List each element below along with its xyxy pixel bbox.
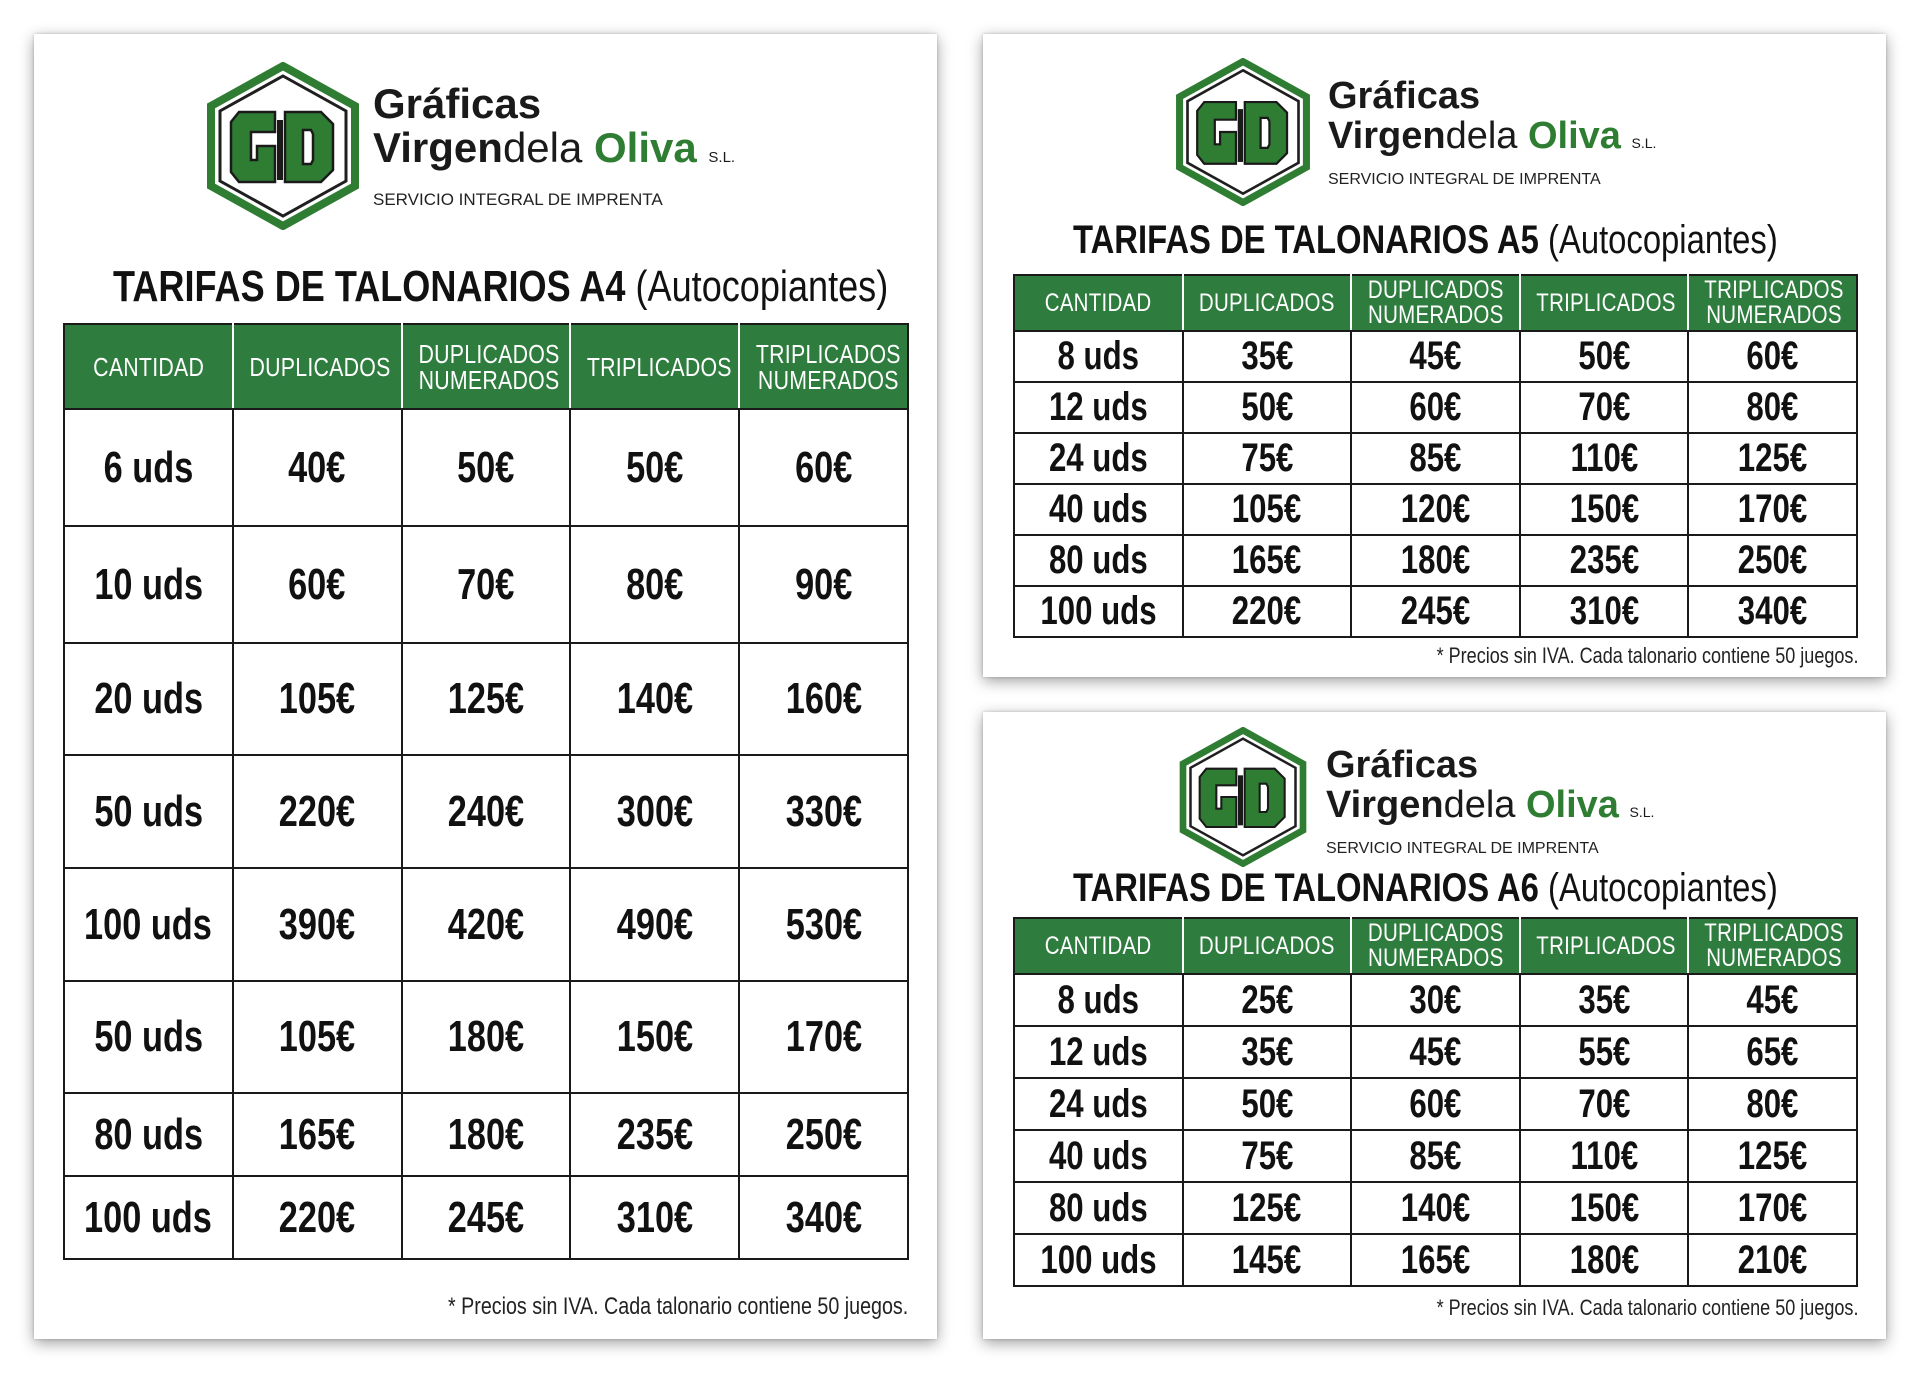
col-header-duplicados: DUPLICADOS: [1183, 275, 1352, 331]
col-header-triplicados: TRIPLICADOS: [1520, 275, 1689, 331]
hexagon-logo-icon: [1168, 58, 1318, 206]
cell-cantidad: 80 uds: [1014, 535, 1183, 586]
brand-word-dela: dela: [1445, 115, 1518, 157]
cell-triplicados-numerados: 170€: [1688, 1182, 1857, 1234]
cell-duplicados: 105€: [233, 643, 402, 755]
table-header-row: [1014, 275, 1857, 331]
cell-triplicados: 80€: [570, 526, 739, 643]
hexagon-logo-icon: [203, 62, 363, 230]
table-row: [1014, 535, 1857, 586]
footnote-a6: * Precios sin IVA. Cada talonario contiene 50 juegos.: [1436, 1295, 1858, 1320]
cell-cantidad: 50 uds: [64, 981, 233, 1093]
title-sub: (Autocopiantes): [1548, 218, 1778, 262]
table-row: [1014, 1130, 1857, 1182]
cell-triplicados-numerados: 340€: [1688, 586, 1857, 637]
cell-cantidad: 40 uds: [1014, 484, 1183, 535]
cell-triplicados-numerados: 65€: [1688, 1026, 1857, 1078]
brand-word-oliva: Oliva: [1525, 784, 1619, 826]
cell-triplicados-numerados: 80€: [1688, 382, 1857, 433]
col-header-triplicados-numerados: TRIPLICADOS NUMERADOS: [1688, 275, 1857, 331]
cell-duplicados: 220€: [1183, 586, 1352, 637]
cell-triplicados-numerados: 250€: [1688, 535, 1857, 586]
col-header-duplicados-numerados: DUPLICADOS NUMERADOS: [402, 324, 571, 409]
cell-duplicados: 50€: [1183, 1078, 1352, 1130]
table-row: [1014, 331, 1857, 382]
cell-triplicados: 150€: [570, 981, 739, 1093]
col-header-cantidad: CANTIDAD: [1014, 275, 1183, 331]
cell-cantidad: 12 uds: [1014, 1026, 1183, 1078]
brand-suffix-sl: S.L.: [1629, 804, 1655, 820]
cell-cantidad: 80 uds: [1014, 1182, 1183, 1234]
brand-word-virgen: Virgen: [1328, 115, 1446, 157]
price-table-a4: [63, 323, 909, 1260]
cell-triplicados-numerados: 160€: [739, 643, 908, 755]
cell-triplicados-numerados: 530€: [739, 868, 908, 981]
cell-duplicados-numerados: 85€: [1351, 1130, 1520, 1182]
cell-duplicados-numerados: 240€: [402, 755, 571, 868]
col-header-duplicados-numerados: DUPLICADOS NUMERADOS: [1351, 275, 1520, 331]
table-row: [1014, 1234, 1857, 1286]
cell-triplicados: 150€: [1520, 484, 1689, 535]
cell-duplicados-numerados: 180€: [1351, 535, 1520, 586]
brand-tagline: SERVICIO INTEGRAL DE IMPRENTA: [1326, 840, 1599, 857]
price-table-a5: [1013, 274, 1858, 638]
cell-duplicados-numerados: 165€: [1351, 1234, 1520, 1286]
title-main: TARIFAS DE TALONARIOS A4: [113, 262, 626, 311]
col-header-cantidad: CANTIDAD: [64, 324, 233, 409]
brand-name-line2: [373, 126, 735, 180]
table-row: [1014, 586, 1857, 637]
page-title-a6: [1073, 866, 1778, 911]
cell-triplicados-numerados: 125€: [1688, 1130, 1857, 1182]
cell-cantidad: 10 uds: [64, 526, 233, 643]
cell-triplicados-numerados: 60€: [739, 409, 908, 526]
cell-duplicados-numerados: 50€: [402, 409, 571, 526]
cell-triplicados: 310€: [1520, 586, 1689, 637]
cell-duplicados-numerados: 180€: [402, 1093, 571, 1176]
cell-triplicados-numerados: 170€: [1688, 484, 1857, 535]
cell-triplicados: 235€: [570, 1093, 739, 1176]
brand-tagline: SERVICIO INTEGRAL DE IMPRENTA: [1328, 171, 1601, 188]
brand-name-line2: [1328, 116, 1656, 163]
cell-triplicados: 310€: [570, 1176, 739, 1259]
cell-duplicados: 50€: [1183, 382, 1352, 433]
footnote-a4: * Precios sin IVA. Cada talonario contiene 50 juegos.: [447, 1293, 908, 1320]
cell-duplicados-numerados: 60€: [1351, 1078, 1520, 1130]
table-row: [1014, 1182, 1857, 1234]
cell-cantidad: 100 uds: [1014, 1234, 1183, 1286]
table-row: [1014, 974, 1857, 1026]
cell-cantidad: 8 uds: [1014, 331, 1183, 382]
brand-word-oliva: Oliva: [594, 124, 697, 171]
cell-duplicados-numerados: 180€: [402, 981, 571, 1093]
brand-word-virgen: Virgen: [373, 124, 503, 171]
brand-word-dela: dela: [502, 124, 583, 171]
cell-duplicados: 165€: [1183, 535, 1352, 586]
cell-duplicados-numerados: 85€: [1351, 433, 1520, 484]
cell-duplicados-numerados: 60€: [1351, 382, 1520, 433]
cell-duplicados-numerados: 120€: [1351, 484, 1520, 535]
cell-triplicados-numerados: 330€: [739, 755, 908, 868]
cell-duplicados-numerados: 420€: [402, 868, 571, 981]
cell-triplicados: 140€: [570, 643, 739, 755]
cell-duplicados-numerados: 125€: [402, 643, 571, 755]
table-row: [64, 643, 908, 755]
table-header-row: [64, 324, 908, 409]
cell-triplicados: 150€: [1520, 1182, 1689, 1234]
table-row: [64, 409, 908, 526]
company-logo: [203, 62, 803, 232]
table-row: [64, 1176, 908, 1259]
col-header-duplicados-numerados: DUPLICADOS NUMERADOS: [1351, 918, 1520, 974]
cell-duplicados: 40€: [233, 409, 402, 526]
cell-triplicados: 110€: [1520, 1130, 1689, 1182]
brand-name-line1: Gráficas: [1326, 744, 1479, 786]
brand-word-oliva: Oliva: [1527, 115, 1621, 157]
cell-duplicados: 220€: [233, 755, 402, 868]
cell-duplicados: 390€: [233, 868, 402, 981]
cell-triplicados: 55€: [1520, 1026, 1689, 1078]
table-row: [1014, 1078, 1857, 1130]
cell-duplicados: 35€: [1183, 1026, 1352, 1078]
brand-suffix-sl: S.L.: [708, 149, 736, 166]
table-header-row: [1014, 918, 1857, 974]
cell-triplicados-numerados: 210€: [1688, 1234, 1857, 1286]
page-title-a5: [1073, 218, 1778, 263]
footnote-a5: * Precios sin IVA. Cada talonario contiene 50 juegos.: [1436, 643, 1858, 668]
cell-duplicados: 145€: [1183, 1234, 1352, 1286]
cell-duplicados-numerados: 30€: [1351, 974, 1520, 1026]
cell-cantidad: 40 uds: [1014, 1130, 1183, 1182]
col-header-triplicados-numerados: TRIPLICADOS NUMERADOS: [739, 324, 908, 409]
cell-cantidad: 50 uds: [64, 755, 233, 868]
cell-cantidad: 80 uds: [64, 1093, 233, 1176]
cell-duplicados: 220€: [233, 1176, 402, 1259]
cell-duplicados-numerados: 245€: [1351, 586, 1520, 637]
company-logo: [1168, 58, 1728, 208]
cell-duplicados: 105€: [1183, 484, 1352, 535]
cell-cantidad: 24 uds: [1014, 1078, 1183, 1130]
brand-tagline: SERVICIO INTEGRAL DE IMPRENTA: [373, 190, 663, 209]
brand-word-dela: dela: [1443, 784, 1516, 826]
table-row: [64, 526, 908, 643]
col-header-duplicados: DUPLICADOS: [1183, 918, 1352, 974]
table-row: [1014, 382, 1857, 433]
col-header-duplicados: DUPLICADOS: [233, 324, 402, 409]
cell-triplicados-numerados: 90€: [739, 526, 908, 643]
cell-triplicados-numerados: 45€: [1688, 974, 1857, 1026]
cell-duplicados-numerados: 45€: [1351, 1026, 1520, 1078]
cell-triplicados-numerados: 80€: [1688, 1078, 1857, 1130]
cell-duplicados: 35€: [1183, 331, 1352, 382]
cell-triplicados: 70€: [1520, 1078, 1689, 1130]
cell-triplicados: 300€: [570, 755, 739, 868]
title-sub: (Autocopiantes): [635, 262, 889, 311]
cell-duplicados: 25€: [1183, 974, 1352, 1026]
cell-triplicados: 235€: [1520, 535, 1689, 586]
price-table-a6: [1013, 917, 1858, 1287]
col-header-triplicados-numerados: TRIPLICADOS NUMERADOS: [1688, 918, 1857, 974]
cell-duplicados: 165€: [233, 1093, 402, 1176]
cell-duplicados: 75€: [1183, 433, 1352, 484]
cell-cantidad: 6 uds: [64, 409, 233, 526]
cell-triplicados-numerados: 125€: [1688, 433, 1857, 484]
title-main: TARIFAS DE TALONARIOS A6: [1073, 866, 1539, 910]
col-header-triplicados: TRIPLICADOS: [570, 324, 739, 409]
col-header-cantidad: CANTIDAD: [1014, 918, 1183, 974]
cell-triplicados: 50€: [1520, 331, 1689, 382]
cell-cantidad: 100 uds: [64, 1176, 233, 1259]
title-main: TARIFAS DE TALONARIOS A5: [1073, 218, 1539, 262]
cell-triplicados: 35€: [1520, 974, 1689, 1026]
cell-triplicados: 70€: [1520, 382, 1689, 433]
table-row: [1014, 433, 1857, 484]
cell-duplicados-numerados: 45€: [1351, 331, 1520, 382]
cell-duplicados-numerados: 70€: [402, 526, 571, 643]
cell-cantidad: 8 uds: [1014, 974, 1183, 1026]
table-row: [64, 981, 908, 1093]
table-row: [64, 868, 908, 981]
brand-name-line1: Gráficas: [1328, 75, 1481, 117]
page-title-a4: [113, 262, 888, 312]
cell-duplicados: 105€: [233, 981, 402, 1093]
cell-triplicados-numerados: 60€: [1688, 331, 1857, 382]
cell-duplicados: 75€: [1183, 1130, 1352, 1182]
cell-duplicados-numerados: 140€: [1351, 1182, 1520, 1234]
cell-cantidad: 12 uds: [1014, 382, 1183, 433]
cell-cantidad: 20 uds: [64, 643, 233, 755]
cell-duplicados: 60€: [233, 526, 402, 643]
cell-duplicados: 125€: [1183, 1182, 1352, 1234]
cell-duplicados-numerados: 245€: [402, 1176, 571, 1259]
cell-triplicados-numerados: 340€: [739, 1176, 908, 1259]
cell-triplicados: 490€: [570, 868, 739, 981]
brand-word-virgen: Virgen: [1326, 784, 1444, 826]
table-row: [64, 1093, 908, 1176]
cell-triplicados: 180€: [1520, 1234, 1689, 1286]
cell-cantidad: 100 uds: [1014, 586, 1183, 637]
brand-name-line1: Gráficas: [373, 80, 542, 127]
hexagon-logo-icon: [1168, 727, 1318, 867]
cell-triplicados: 110€: [1520, 433, 1689, 484]
brand-name-line2: [1326, 785, 1654, 832]
col-header-triplicados: TRIPLICADOS: [1520, 918, 1689, 974]
table-row: [1014, 1026, 1857, 1078]
cell-triplicados: 50€: [570, 409, 739, 526]
table-row: [1014, 484, 1857, 535]
title-sub: (Autocopiantes): [1548, 866, 1778, 910]
brand-suffix-sl: S.L.: [1631, 135, 1657, 151]
cell-cantidad: 24 uds: [1014, 433, 1183, 484]
company-logo: [1168, 727, 1728, 877]
cell-cantidad: 100 uds: [64, 868, 233, 981]
table-row: [64, 755, 908, 868]
cell-triplicados-numerados: 170€: [739, 981, 908, 1093]
cell-triplicados-numerados: 250€: [739, 1093, 908, 1176]
